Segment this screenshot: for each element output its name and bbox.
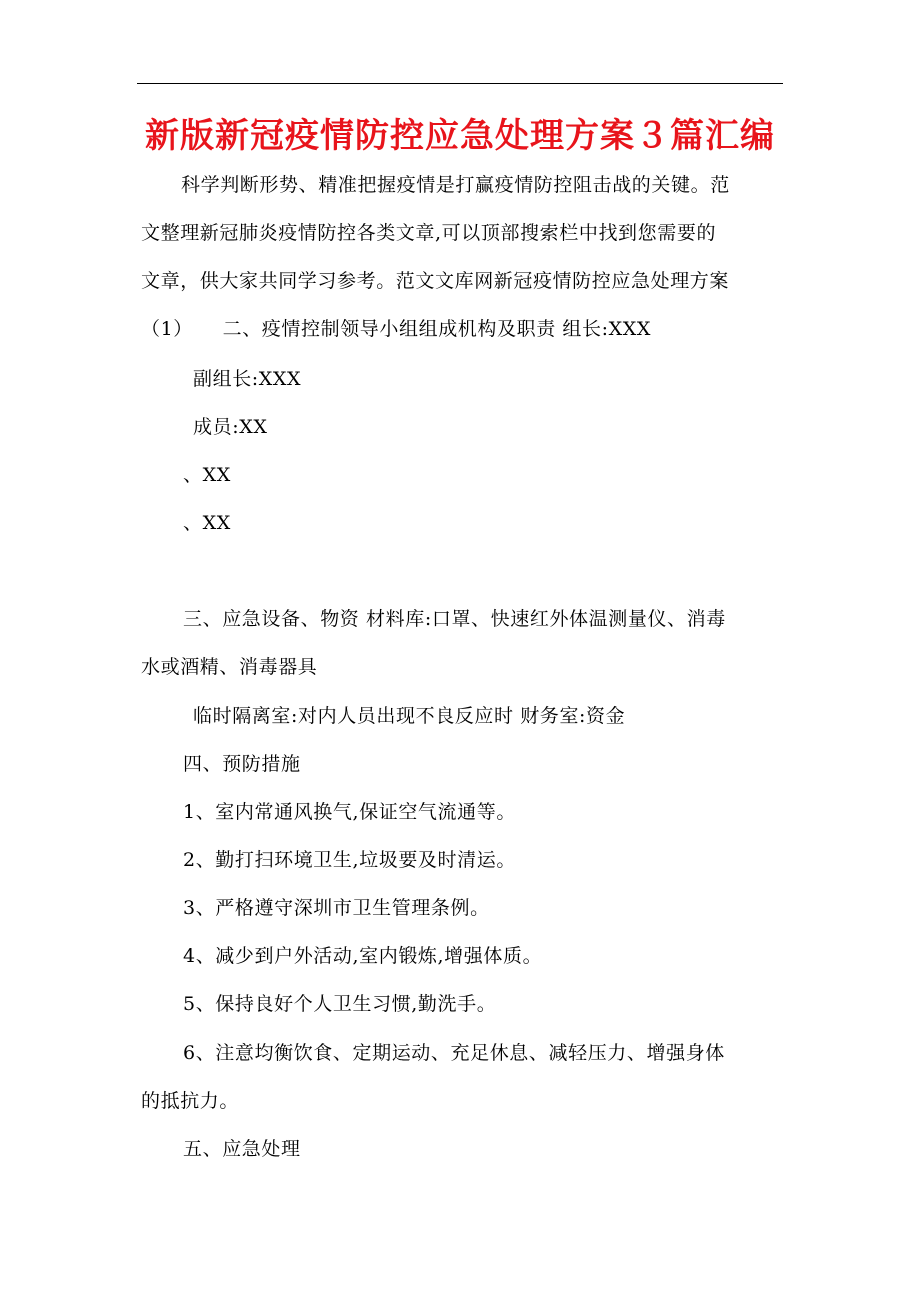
list-item: 3、严格遵守深圳市卫生管理条例。 — [183, 897, 490, 919]
section3-heading-line: 三、应急设备、物资 材料库:口罩、快速红外体温测量仪、消毒 — [183, 608, 726, 630]
section2-heading-line: （1） 二、疫情控制领导小组组成机构及职责 组长:XXX — [141, 318, 652, 340]
section5-heading: 五、应急处理 — [183, 1138, 301, 1160]
section3-line-2: 水或酒精、消毒器具 — [141, 656, 318, 678]
member-line-2: 、XX — [183, 464, 231, 486]
list-item-continuation: 的抵抗力。 — [141, 1090, 240, 1112]
member-line-3: 、XX — [183, 512, 231, 534]
section4-heading: 四、预防措施 — [183, 753, 301, 775]
section3-line-3: 临时隔离室:对内人员出现不良反应时 财务室:资金 — [193, 705, 626, 727]
header-divider — [137, 83, 783, 84]
intro-line-3: 文章，供大家共同学习参考。范文文库网新冠疫情防控应急处理方案 — [141, 270, 730, 292]
intro-line-2: 文整理新冠肺炎疫情防控各类文章,可以顶部搜索栏中找到您需要的 — [141, 222, 717, 244]
list-item: 1、室内常通风换气,保证空气流通等。 — [183, 801, 516, 823]
vice-leader-line: 副组长:XXX — [193, 368, 302, 390]
intro-line-1: 科学判断形势、精准把握疫情是打赢疫情防控阻击战的关键。范 — [181, 174, 730, 196]
document-title: 新版新冠疫情防控应急处理方案３篇汇编 — [145, 116, 775, 156]
list-item: 5、保持良好个人卫生习惯,勤洗手。 — [183, 993, 497, 1015]
list-item: 4、减少到户外活动,室内锻炼,增强体质。 — [183, 945, 543, 967]
members-line: 成员:XX — [193, 416, 268, 438]
list-item: 2、勤打扫环境卫生,垃圾要及时清运。 — [183, 849, 516, 871]
list-item: 6、注意均衡饮食、定期运动、充足休息、减轻压力、增强身体 — [183, 1042, 725, 1064]
